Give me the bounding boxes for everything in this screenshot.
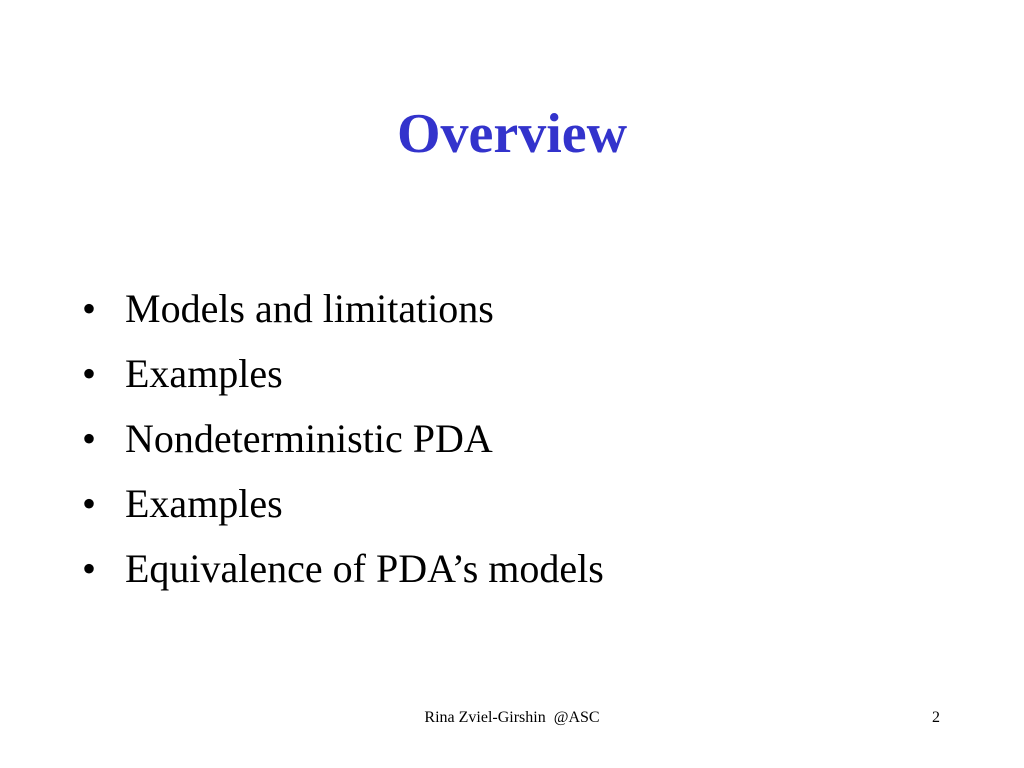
bullet-list	[82, 276, 604, 601]
page-number: 2	[932, 709, 940, 726]
bullet-icon: •	[82, 546, 97, 591]
list-item	[82, 536, 604, 601]
list-item	[82, 276, 604, 341]
bullet-icon: •	[82, 286, 97, 331]
bullet-icon: •	[82, 416, 97, 461]
list-item	[82, 341, 604, 406]
bullet-text: Models and limitations	[125, 286, 494, 331]
bullet-text: Nondeterministic PDA	[125, 416, 493, 461]
footer-author: Rina Zviel-Girshin @ASC	[424, 709, 600, 726]
bullet-text: Examples	[125, 351, 283, 396]
list-item	[82, 406, 604, 471]
bullet-text: Examples	[125, 481, 283, 526]
bullet-icon: •	[82, 351, 97, 396]
bullet-text: Equivalence of PDA’s models	[125, 546, 604, 591]
slide-title: Overview	[396, 103, 628, 165]
bullet-icon: •	[82, 481, 97, 526]
list-item	[82, 471, 604, 536]
